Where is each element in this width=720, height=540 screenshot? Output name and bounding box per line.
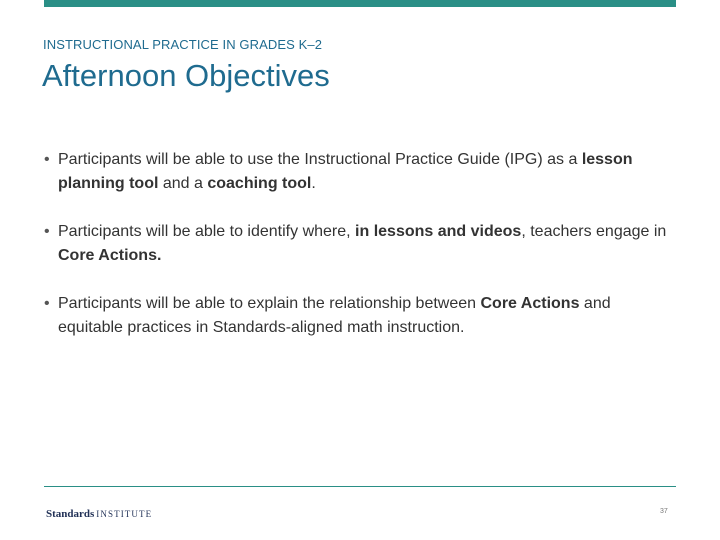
objective-item	[44, 148, 674, 196]
footer-divider	[44, 486, 676, 487]
section-eyebrow: INSTRUCTIONAL PRACTICE IN GRADES K–2	[43, 37, 323, 52]
top-accent-bar	[44, 0, 676, 7]
text-run: Participants will be able to explain the relationship between	[58, 295, 481, 312]
objective-text	[58, 223, 666, 264]
bold-run: Core Actions.	[58, 247, 162, 264]
objective-text	[58, 151, 633, 192]
text-run: , teachers engage in	[521, 223, 667, 240]
standards-institute-logo	[46, 504, 152, 522]
objectives-list	[44, 148, 674, 364]
objective-text	[58, 295, 611, 336]
bullet-icon: •	[44, 223, 50, 240]
logo-wordmark: Standards	[46, 508, 95, 520]
text-run: and equitable practices in Standards-aligned math instruction.	[58, 295, 611, 336]
bold-run: lesson planning tool	[58, 151, 633, 192]
bold-run: in lessons and videos	[355, 223, 522, 240]
text-run: and a	[158, 175, 208, 192]
objective-item	[44, 220, 674, 268]
page-number: 37	[660, 508, 668, 515]
bold-run: coaching tool	[207, 175, 312, 192]
text-run: Participants will be able to identify where,	[58, 223, 356, 240]
objective-item	[44, 292, 674, 340]
text-run: Participants will be able to use the Instructional Practice Guide (IPG) as a	[58, 151, 582, 168]
bold-run: Core Actions	[480, 295, 580, 312]
bullet-icon: •	[44, 151, 50, 168]
logo-subtext: INSTITUTE	[96, 509, 153, 519]
text-run: .	[311, 175, 316, 192]
slide-title: Afternoon Objectives	[42, 58, 330, 93]
bullet-icon: •	[44, 295, 50, 312]
